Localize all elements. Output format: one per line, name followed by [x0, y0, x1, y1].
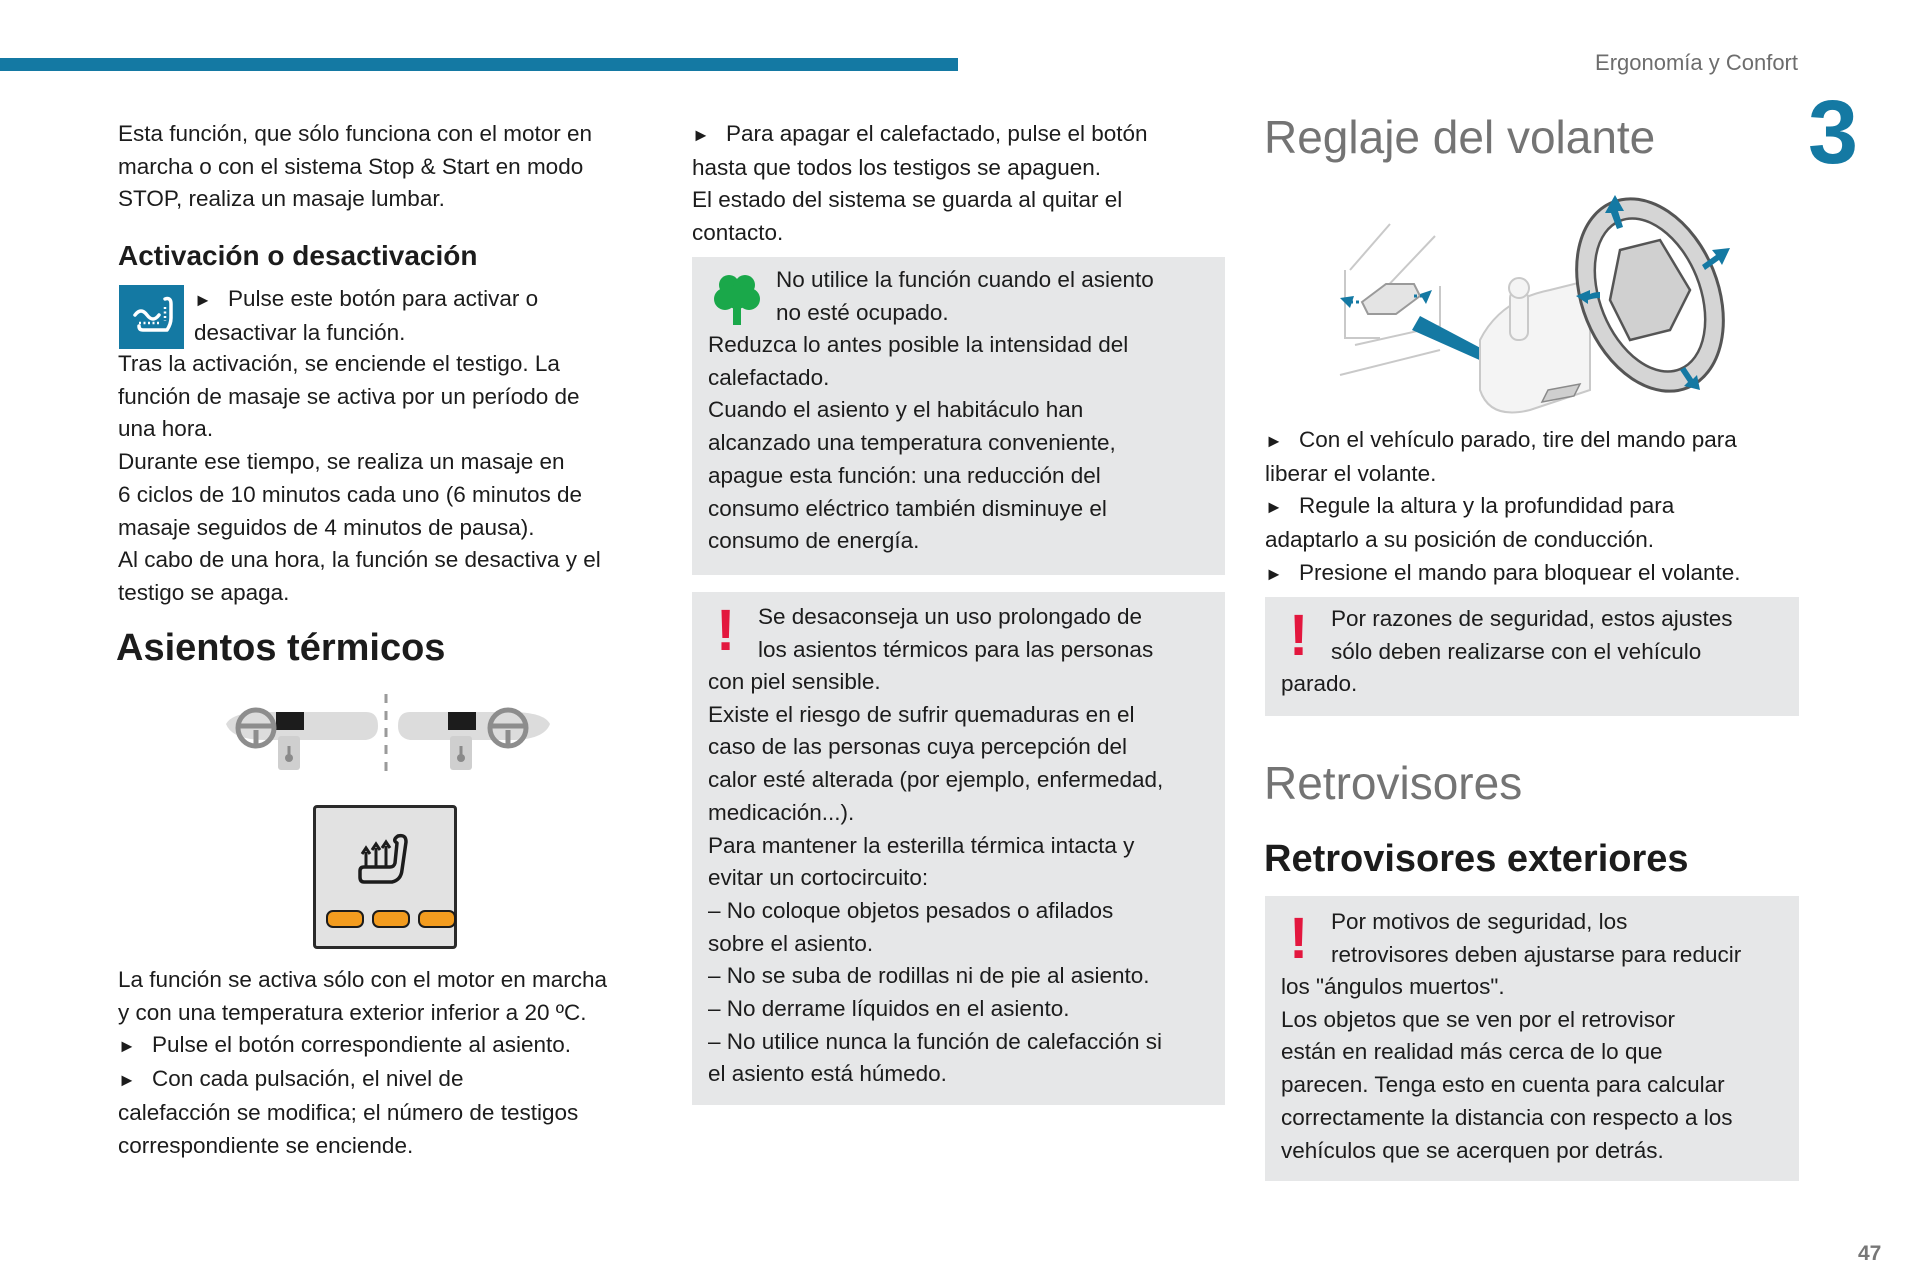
section-title: Ergonomía y Confort	[1595, 50, 1798, 75]
warning-exclamation-icon: !	[1289, 906, 1309, 971]
seat-location-diagram	[218, 690, 558, 782]
arrow-icon: ►	[118, 1070, 136, 1091]
massage-seat-icon	[119, 285, 184, 349]
heater-level-indicators	[326, 910, 456, 928]
arrow-icon: ►	[1265, 431, 1283, 451]
arrow-icon: ►	[118, 1036, 136, 1057]
massage-button	[119, 285, 184, 349]
level-indicator	[326, 910, 364, 928]
arrow-icon: ►	[1265, 563, 1283, 584]
seat-heater-button	[313, 805, 457, 949]
heated-seats-heading: Asientos térmicos	[116, 627, 446, 669]
mirrors-warning-box: ! Por motivos de seguridad, los retrovisores deben ajustarse para reducir los "ángulos muertos". Los objetos que se ven por el retrovisor están en realidad más cerca de lo que parecen. Tenga esto en cuenta para calcular correctamente la distancia con respecto a los vehículos que se acerquen por detrás.	[1265, 896, 1799, 1181]
level-indicator	[372, 910, 410, 928]
steering-heading: Reglaje del volante	[1264, 111, 1656, 163]
steering-adjust-illustration	[1320, 190, 1770, 415]
heater-off-step: ► Para apagar el calefactado, pulse el botón hasta que todos los testigos se apaguen. El estado del sistema se guarda al quitar el contacto.	[692, 121, 1148, 246]
arrow-icon: ►	[692, 125, 710, 145]
level-indicator	[418, 910, 456, 928]
eco-tip-box: No utilice la función cuando el asiento no esté ocupado. Reduzca lo antes posible la intensidad del calefactado. Cuando el asiento y el habitáculo han alcanzado una temperatura conveniente, apague esta función: una reducción del consumo eléctrico también disminuye el consumo de energía.	[692, 257, 1225, 575]
chapter-number: 3	[1808, 83, 1859, 183]
top-accent-bar	[0, 58, 958, 71]
heated-seat-icon	[354, 830, 416, 892]
mirrors-heading: Retrovisores	[1264, 757, 1523, 809]
activation-heading: Activación o desactivación	[118, 240, 478, 271]
warning-exclamation-icon: !	[716, 598, 736, 663]
heated-seats-text: La función se activa sólo con el motor en marcha y con una temperatura exterior inferior a 20 ºC. ► Pulse el botón correspondiente al asiento. ► Con cada pulsación, el nivel de calefacción se modifica; el número de testigos correspondiente se enciende.	[118, 967, 608, 1158]
heated-seat-warning-box: ! Se desaconseja un uso prolongado de los asientos térmicos para las personas con piel sensible. Existe el riesgo de sufrir quemaduras en el caso de las personas cuya percepción del calor esté alterada (por ejemplo, enfermedad, medicación...). Para mantener la esterilla térmica intacta y evitar un cortocircuito: – No coloque objetos pesados o afilados sobre el asiento. – No se suba de rodillas ni de pie al asiento. – No derrame líquidos en el asiento. – No utilice nunca la función de calefacción si el asiento está húmedo.	[692, 592, 1225, 1105]
arrow-icon: ►	[194, 290, 212, 310]
massage-intro: Esta función, que sólo funciona con el motor en marcha o con el sistema Stop & Start en modo STOP, realiza un masaje lumbar.	[118, 121, 593, 212]
activation-step: ► Pulse este botón para activar o desactivar la función.	[194, 286, 539, 345]
page-number: 47	[1858, 1242, 1882, 1265]
eco-tree-icon	[714, 273, 760, 327]
steering-warning-box: ! Por razones de seguridad, estos ajustes sólo deben realizarse con el vehículo parado.	[1265, 597, 1799, 716]
steering-steps: ► Con el vehículo parado, tire del mando para liberar el volante. ► Regule la altura y la profundidad para adaptarlo a su posición de conducción. ► Presione el mando para bloquear el volante.	[1265, 424, 1805, 591]
activation-body: Tras la activación, se enciende el testigo. La función de masaje se activa por un período de una hora. Durante ese tiempo, se realiza un masaje en 6 ciclos de 10 minutos cada uno (6 minutos de masaje seguidos de 4 minutos de pausa). Al cabo de una hora, la función se desactiva y el testigo se apaga.	[118, 351, 601, 605]
warning-exclamation-icon: !	[1289, 603, 1309, 668]
exterior-mirrors-heading: Retrovisores exteriores	[1264, 838, 1689, 880]
arrow-icon: ►	[1265, 497, 1283, 518]
